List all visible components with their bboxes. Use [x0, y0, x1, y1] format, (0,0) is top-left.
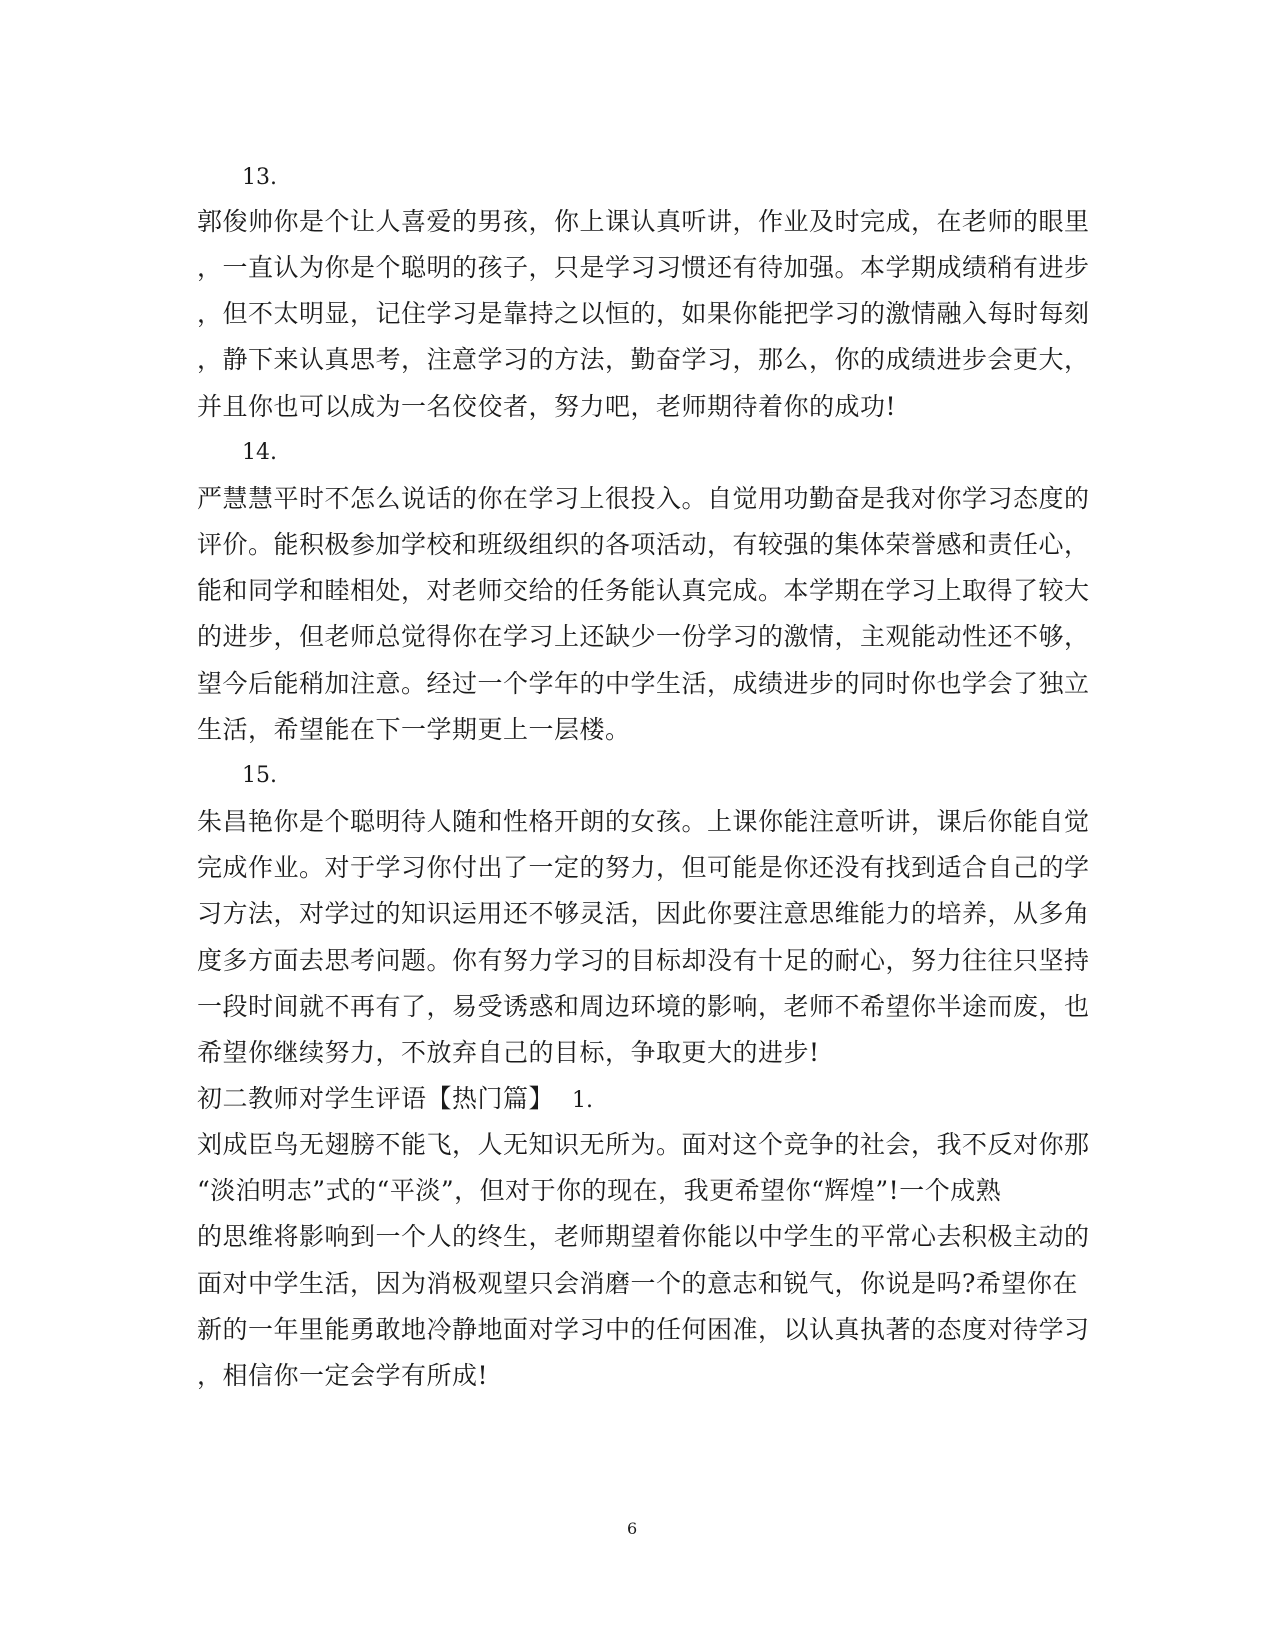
section-13-line-4: ，静下来认真思考，注意学习的方法，勤奋学习，那么，你的成绩进步会更大，: [197, 345, 1090, 374]
final-line-2: “淡泊明志”式的“平淡”，但对于你的现在，我更希望你“辉煌”!一个成熟: [197, 1176, 1002, 1205]
section-15-line-4: 度多方面去思考问题。你有努力学习的目标却没有十足的耐心，努力往往只坚持: [197, 946, 1090, 975]
section-13-line-2: ，一直认为你是个聪明的孩子，只是学习习惯还有待加强。本学期成绩稍有进步: [197, 253, 1090, 282]
section-13-line-1: 郭俊帅你是个让人喜爱的男孩，你上课认真听讲，作业及时完成，在老师的眼里: [197, 207, 1090, 236]
section-14-line-3: 能和同学和睦相处，对老师交给的任务能认真完成。本学期在学习上取得了较大: [197, 576, 1090, 605]
section-15-line-6: 希望你继续努力，不放弃自己的目标，争取更大的进步!: [197, 1038, 820, 1067]
section-13-line-3: ，但不太明显，记住学习是靠持之以恒的，如果你能把学习的激情融入每时每刻: [197, 299, 1090, 328]
final-line-3: 的思维将影响到一个人的终生，老师期望着你能以中学生的平常心去积极主动的: [197, 1222, 1090, 1251]
section-15-line-3: 习方法，对学过的知识运用还不够灵活，因此你要注意思维能力的培养，从多角: [197, 899, 1090, 928]
final-line-4: 面对中学生活，因为消极观望只会消磨一个的意志和锐气，你说是吗?希望你在: [197, 1269, 1078, 1298]
section-15-line-2: 完成作业。对于学习你付出了一定的努力，但可能是你还没有找到适合自己的学: [197, 853, 1090, 882]
final-line-1: 刘成臣鸟无翅膀不能飞，人无知识无所为。面对这个竞争的社会，我不反对你那: [197, 1130, 1090, 1159]
section-14-line-1: 严慧慧平时不怎么说话的你在学习上很投入。自觉用功勤奋是我对你学习态度的: [197, 484, 1090, 513]
section-heading: 初二教师对学生评语【热门篇】: [197, 1084, 555, 1113]
final-line-6: ，相信你一定会学有所成!: [197, 1361, 489, 1390]
section-14-line-5: 望今后能稍加注意。经过一个学年的中学生活，成绩进步的同时你也学会了独立: [197, 669, 1090, 698]
page-number: 6: [627, 1519, 638, 1538]
final-line-5: 新的一年里能勇敢地冷静地面对学习中的任何困准，以认真执著的态度对待学习: [197, 1315, 1090, 1344]
section-number-15: 15.: [242, 763, 277, 788]
section-14-line-4: 的进步，但老师总觉得你在学习上还缺少一份学习的激情，主观能动性还不够，: [197, 622, 1090, 651]
heading-number: 1.: [572, 1088, 593, 1113]
section-number-14: 14.: [242, 440, 277, 465]
section-15-line-5: 一段时间就不再有了，易受诱惑和周边环境的影响，老师不希望你半途而废，也: [197, 992, 1090, 1021]
section-14-line-2: 评价。能积极参加学校和班级组织的各项活动，有较强的集体荣誉感和责任心，: [197, 530, 1090, 559]
section-15-line-1: 朱昌艳你是个聪明待人随和性格开朗的女孩。上课你能注意听讲，课后你能自觉: [197, 807, 1090, 836]
section-14-line-6: 生活，希望能在下一学期更上一层楼。: [197, 715, 631, 744]
section-number-13: 13.: [242, 165, 277, 190]
section-13-line-5: 并且你也可以成为一名佼佼者，努力吧，老师期待着你的成功!: [197, 392, 897, 421]
